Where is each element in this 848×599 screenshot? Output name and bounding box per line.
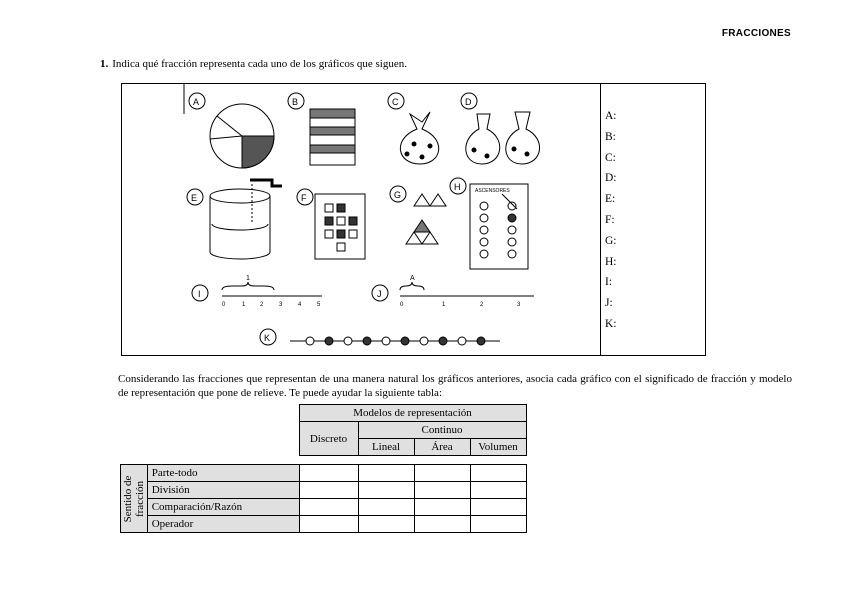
label-a: A xyxy=(193,97,200,107)
representation-models-table xyxy=(120,404,527,533)
ruler-j-tick-2: 2 xyxy=(480,302,484,308)
answer-cell[interactable] xyxy=(414,516,470,533)
sentido-label-line1: Sentido de xyxy=(121,475,134,522)
page-header-title: FRACCIONES xyxy=(721,28,791,39)
sentido-label-line2: fracción xyxy=(133,480,146,517)
figure-h xyxy=(450,178,528,269)
ruler-i-tick-2: 2 xyxy=(260,302,264,308)
ruler-j-mark: A xyxy=(410,275,415,282)
answer-cell[interactable] xyxy=(470,465,526,482)
ruler-i-tick-5: 5 xyxy=(317,302,321,308)
ruler-i-tick-1: 1 xyxy=(242,302,246,308)
models-header: Modelos de representación xyxy=(299,405,526,422)
row-label-operador: Operador xyxy=(147,516,299,533)
answer-a: A: xyxy=(605,110,617,122)
figure-d xyxy=(461,93,540,164)
figure-c xyxy=(388,93,439,164)
answer-cell[interactable] xyxy=(299,499,358,516)
lineal-header: Lineal xyxy=(358,439,414,456)
fraction-figures-illustration xyxy=(122,84,600,356)
label-h: H xyxy=(454,182,461,192)
figure-a xyxy=(184,84,274,168)
answer-cell[interactable] xyxy=(299,516,358,533)
area-header: Área xyxy=(414,439,470,456)
h-panel-title: ASCENSORES xyxy=(475,188,510,194)
answer-cell[interactable] xyxy=(299,465,358,482)
label-f: F xyxy=(301,193,307,203)
figure-e xyxy=(187,180,282,259)
question-text: Indica qué fracción representa cada uno de los gráficos que siguen. xyxy=(112,58,407,70)
answer-h: H: xyxy=(605,255,617,268)
instructions-paragraph: Considerando las fracciones que representan de una manera natural los gráficos anteriores, asocia cada gráfico con el significado de fracción y modelo de representación que pone de relieve. Te puede ayudar la siguiente tabla: xyxy=(118,373,792,399)
ruler-j-tick-3: 3 xyxy=(517,302,521,308)
figure-i xyxy=(192,275,322,308)
label-e: E xyxy=(191,193,198,203)
answer-cell[interactable] xyxy=(358,499,414,516)
volumen-header: Volumen xyxy=(470,439,526,456)
label-g: G xyxy=(394,190,402,200)
answer-cell[interactable] xyxy=(414,499,470,516)
answer-cell[interactable] xyxy=(414,465,470,482)
answer-cell[interactable] xyxy=(414,482,470,499)
answer-cell[interactable] xyxy=(358,465,414,482)
row-label-comparacion: Comparación/Razón xyxy=(147,499,299,516)
answer-cell[interactable] xyxy=(299,482,358,499)
answer-g: G: xyxy=(605,234,617,247)
figure-j xyxy=(372,275,534,308)
discreto-header: Discreto xyxy=(299,422,358,456)
row-label-division: División xyxy=(147,482,299,499)
label-i: I xyxy=(198,289,201,299)
answer-f: F: xyxy=(605,213,615,226)
answer-c: C: xyxy=(605,151,616,164)
label-b: B xyxy=(292,97,299,107)
answer-j: J: xyxy=(605,297,613,310)
ruler-i-tick-0: 0 xyxy=(222,302,226,308)
ruler-j-tick-0: 0 xyxy=(400,302,404,308)
ruler-i-tick-4: 4 xyxy=(298,302,302,308)
answer-d: D: xyxy=(605,172,617,185)
ruler-i-mark: 1 xyxy=(246,275,250,282)
answer-b: B: xyxy=(605,130,616,143)
continuo-header: Continuo xyxy=(358,422,526,439)
answer-k: K: xyxy=(605,317,617,330)
answer-cell[interactable] xyxy=(358,482,414,499)
answer-cell[interactable] xyxy=(358,516,414,533)
ruler-i-tick-3: 3 xyxy=(279,302,283,308)
answer-cell[interactable] xyxy=(470,499,526,516)
question-number: 1. xyxy=(100,58,109,70)
label-j: J xyxy=(377,289,382,299)
answer-e: E: xyxy=(605,193,616,206)
answer-list xyxy=(605,106,617,335)
answer-i: I: xyxy=(605,276,613,289)
answer-cell[interactable] xyxy=(470,482,526,499)
sentido-label xyxy=(121,465,148,533)
ruler-j-tick-1: 1 xyxy=(442,302,446,308)
figure-divider xyxy=(600,84,601,355)
question-1 xyxy=(100,58,407,70)
figure-box xyxy=(121,83,706,356)
figure-b xyxy=(288,93,355,165)
row-label-parte-todo: Parte-todo xyxy=(147,465,299,482)
label-k: K xyxy=(264,333,271,343)
figure-f xyxy=(297,189,365,259)
label-c: C xyxy=(392,97,399,107)
figure-g xyxy=(390,186,446,244)
figure-k xyxy=(260,329,500,345)
label-d: D xyxy=(465,97,472,107)
answer-cell[interactable] xyxy=(470,516,526,533)
